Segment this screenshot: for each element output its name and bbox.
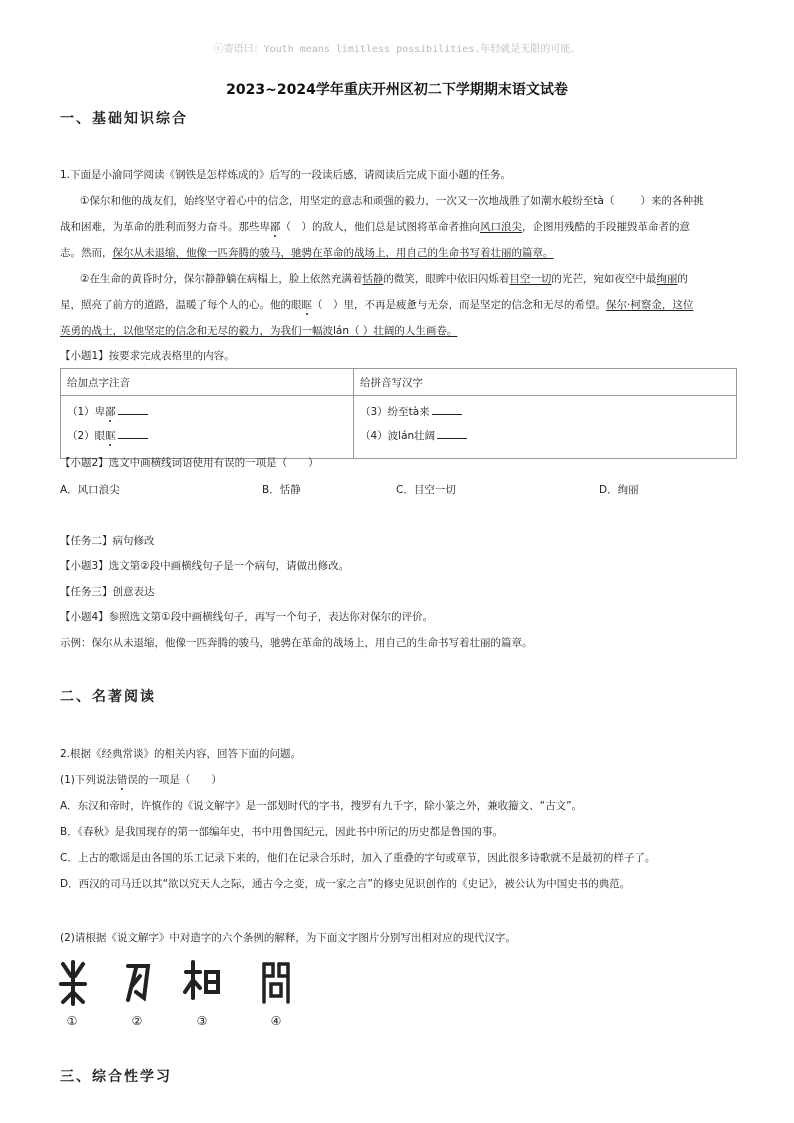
table-item-1: （1）卑鄙 [67,404,347,428]
answer-blank-4[interactable] [437,428,467,439]
table-header-hanzi: 给拼音写汉字 [354,369,737,396]
underlined-word-fengkoulangjian: 风口浪尖 [480,221,522,233]
image-label-1: ① [66,1014,78,1028]
table-cell-zhuyin [61,396,354,459]
option-c[interactable]: C．目空一切 [396,484,456,496]
passage-paragraph-2-line-1: ②在生命的黄昏时分，保尔静静躺在病榻上，脸上依然充满着恬静的微笑，眼眸中依旧闪烁着目空一切的光芒，宛如夜空中最绚丽的 [80,273,688,285]
underlined-word-mukongyiqie: 目空一切 [509,273,552,285]
underlined-sentence-1: 保尔从未退缩，他像一匹奔腾的骏马，驰骋在革命的战场上，用自己的生命书写着壮丽的篇章。 [112,247,554,259]
table-cell-hanzi [354,396,737,459]
passage-paragraph-1-line-2: 战和困难，为革命的胜利而努力奋斗。那些卑鄙（ ）的敌人，他们总是试图将革命者推向风口浪尖，企图用残酷的手段摧毁革命者的意 [60,221,690,233]
dotted-char-cuo: 错 [116,774,128,786]
example-sentence: 示例：保尔从未退缩，他像一匹奔腾的骏马，驰骋在革命的战场上，用自己的生命书写着壮丽的篇章。 [60,637,533,649]
dotted-char-kuang: 眶 [301,299,312,311]
underlined-word-tianjing: 恬静 [362,273,384,285]
question-2-intro: 2.根据《经典常谈》的相关内容，回答下面的问题。 [60,748,302,760]
image-label-3: ③ [196,1014,208,1028]
answer-blank-3[interactable] [432,404,462,415]
ancient-character-2 [120,960,154,1006]
q2-option-b[interactable]: B．《春秋》是我国现存的第一部编年史，书中用鲁国纪元，因此书中所记的历史都是鲁国的事。 [60,826,503,838]
question-2-sub-2: (2)请根据《说文解字》中对造字的六个条例的解释，为下面文字图片分别写出相对应的现代汉字。 [60,932,516,944]
section-heading-2: 二、名著阅读 [60,689,156,705]
underlined-sentence-2b: 英勇的战士，以他坚定的信念和无尽的毅力，为我们一幅波lán（ ）壮阔的人生画卷。 [60,325,458,337]
underlined-word-xuanli: 绚丽 [656,273,678,285]
image-label-2: ② [131,1014,143,1028]
option-a[interactable]: A．风口浪尖 [60,484,120,496]
watermark: ⓒ寄语曰：Youth means limitless possibilities.年轻就是无限的可能。 [213,44,581,55]
ancient-character-1 [57,958,89,1008]
task-3-heading: 【任务三】创意表达 [60,586,155,598]
option-b[interactable]: B．恬静 [262,484,301,496]
task-2-heading: 【任务二】病句修改 [60,535,155,547]
subquestion-2: 【小题2】选文中画横线词语使用有误的一项是（ ） [60,457,319,469]
q2-option-c[interactable]: C．上古的歌谣是由各国的乐工记录下来的，他们在记录合乐时，加入了重叠的字句或章节，因此很多诗歌就不是最初的样子了。 [60,852,656,864]
question-2-sub-1: (1)下列说法错误的一项是（ ） [60,774,222,786]
page-title: 2023~2024学年重庆开州区初二下学期期末语文试卷 [226,82,568,98]
q2-option-a[interactable]: A．东汉和帝时，许慎作的《说文解字》是一部划时代的字书，搜罗有九千字，除小篆之外，兼收籀文、“古文”。 [60,800,583,812]
answer-blank-2[interactable] [118,428,148,439]
passage-paragraph-2-line-3 [60,324,736,338]
question-1-intro: 1.下面是小渝同学阅读《钢铁是怎样炼成的》后写的一段读后感，请阅读后完成下面小题的任务。 [60,169,512,181]
passage-paragraph-2-line-2: 星，照亮了前方的道路，温暖了每个人的心。他的眼眶（ ）里，不再是疲惫与无奈，而是坚定的信念和无尽的希望。保尔·柯察金，这位 [60,299,694,311]
passage-paragraph-1-line-1: ①保尔和他的战友们，始终坚守着心中的信念，用坚定的意志和顽强的毅力，一次又一次地战胜了如潮水般纷至tà（ ）来的各种挑 [80,195,704,207]
ancient-character-4 [260,960,292,1006]
table-item-2: （2）眼眶 [67,428,347,452]
image-label-4: ④ [270,1014,282,1028]
option-d[interactable]: D．绚丽 [599,484,639,496]
subquestion-4: 【小题4】参照选文第①段中画横线句子，再写一个句子，表达你对保尔的评价。 [60,611,434,623]
section-heading-1: 一、基础知识综合 [60,111,188,127]
dotted-char-bi: 鄙 [270,221,281,233]
passage-paragraph-1-line-3: 志。然而，保尔从未退缩，他像一匹奔腾的骏马，驰骋在革命的战场上，用自己的生命书写着壮丽的篇章。 [60,247,554,259]
table-item-4: （4）波lán壮阔 [360,428,730,452]
answer-table [60,368,737,459]
ancient-character-3 [182,958,222,1004]
section-heading-3: 三、综合性学习 [60,1069,172,1085]
q2-option-d[interactable]: D．西汉的司马迁以其“欲以究天人之际，通古今之变，成一家之言”的修史见识创作的《史记》，被公认为中国史书的典范。 [60,878,631,890]
answer-blank-1[interactable] [118,404,148,415]
table-item-3: （3）纷至tà来 [360,404,730,428]
subquestion-1: 【小题1】按要求完成表格里的内容。 [60,350,235,362]
subquestion-3: 【小题3】选文第②段中画横线句子是一个病句，请做出修改。 [60,560,350,572]
underlined-sentence-2a: 保尔·柯察金，这位 [606,299,694,311]
table-header-zhuyin: 给加点字注音 [61,369,354,396]
